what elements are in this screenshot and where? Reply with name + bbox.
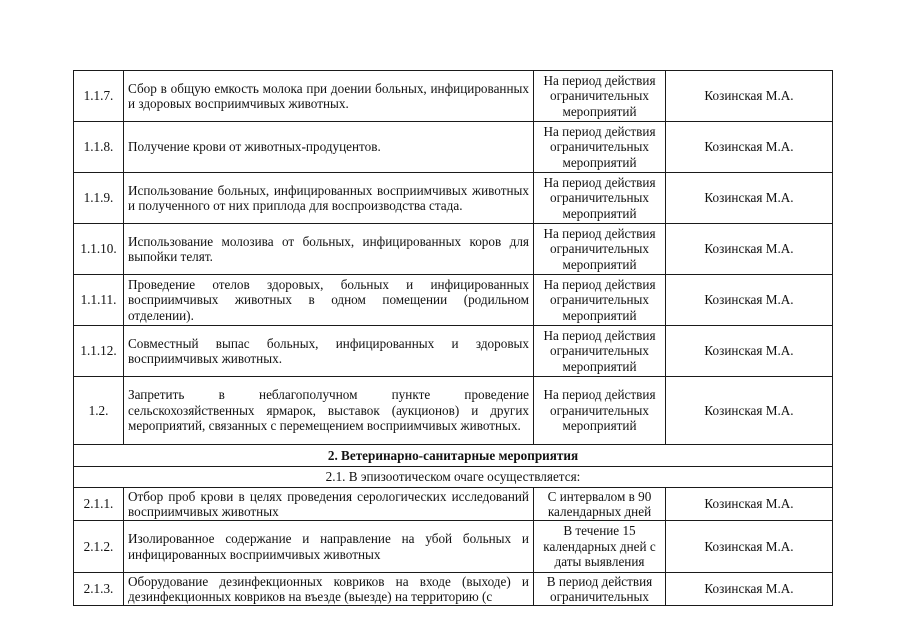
table-row [74, 275, 833, 326]
item-number: 1.1.8. [74, 122, 124, 173]
item-number: 2.1.1. [74, 488, 124, 521]
period-text: На период действия ограничительных мероприятий [534, 275, 666, 326]
measure-text: Оборудование дезинфекционных ковриков на входе (выходе) и дезинфекционных ковриков на въезде (выезде) на территорию (с [124, 573, 534, 606]
table-row [74, 521, 833, 573]
measure-text: Использование молозива от больных, инфицированных коров для выпойки телят. [124, 224, 534, 275]
responsible-person: Козинская М.А. [666, 122, 833, 173]
measure-text: Получение крови от животных-продуцентов. [124, 122, 534, 173]
table-row [74, 326, 833, 377]
subsection-row [74, 467, 833, 488]
item-number: 1.1.9. [74, 173, 124, 224]
table-row [74, 224, 833, 275]
responsible-person: Козинская М.А. [666, 521, 833, 573]
item-number: 1.1.10. [74, 224, 124, 275]
responsible-person: Козинская М.А. [666, 173, 833, 224]
table-row [74, 173, 833, 224]
item-number: 1.1.12. [74, 326, 124, 377]
responsible-person: Козинская М.А. [666, 224, 833, 275]
responsible-person: Козинская М.А. [666, 71, 833, 122]
measure-text: Запретить в неблагополучном пункте проведение сельскохозяйственных ярмарок, выставок (аукционов) и других мероприятий, связанных с перемещением восприимчивых животных. [124, 377, 534, 445]
responsible-person: Козинская М.А. [666, 377, 833, 445]
measure-text: Проведение отелов здоровых, больных и инфицированных восприимчивых животных в одном помещении (родильном отделении). [124, 275, 534, 326]
section-row [74, 445, 833, 467]
period-text: На период действия ограничительных мероприятий [534, 122, 666, 173]
measure-text: Сбор в общую емкость молока при доении больных, инфицированных и здоровых восприимчивых животных. [124, 71, 534, 122]
period-text: С интервалом в 90 календарных дней [534, 488, 666, 521]
responsible-person: Козинская М.А. [666, 275, 833, 326]
period-text: На период действия ограничительных мероприятий [534, 71, 666, 122]
table-row [74, 71, 833, 122]
item-number: 1.2. [74, 377, 124, 445]
measure-text: Использование больных, инфицированных восприимчивых животных и полученного от них приплода для воспроизводства стада. [124, 173, 534, 224]
responsible-person: Козинская М.А. [666, 573, 833, 606]
item-number: 1.1.11. [74, 275, 124, 326]
responsible-person: Козинская М.А. [666, 326, 833, 377]
responsible-person: Козинская М.А. [666, 488, 833, 521]
table-row [74, 573, 833, 606]
section-title: 2. Ветеринарно-санитарные мероприятия [74, 445, 833, 467]
measure-text: Отбор проб крови в целях проведения серологических исследований восприимчивых животных [124, 488, 534, 521]
measure-text: Совместный выпас больных, инфицированных и здоровых восприимчивых животных. [124, 326, 534, 377]
period-text: В период действия ограничительных [534, 573, 666, 606]
item-number: 1.1.7. [74, 71, 124, 122]
table-row [74, 488, 833, 521]
table-row [74, 122, 833, 173]
period-text: На период действия ограничительных мероприятий [534, 224, 666, 275]
subsection-title: 2.1. В эпизоотическом очаге осуществляется: [74, 467, 833, 488]
item-number: 2.1.2. [74, 521, 124, 573]
item-number: 2.1.3. [74, 573, 124, 606]
measures-table [73, 70, 833, 606]
period-text: В течение 15 календарных дней с даты выявления [534, 521, 666, 573]
period-text: На период действия ограничительных мероприятий [534, 377, 666, 445]
measure-text: Изолированное содержание и направление на убой больных и инфицированных восприимчивых животных [124, 521, 534, 573]
period-text: На период действия ограничительных мероприятий [534, 326, 666, 377]
period-text: На период действия ограничительных мероприятий [534, 173, 666, 224]
table-row [74, 377, 833, 445]
